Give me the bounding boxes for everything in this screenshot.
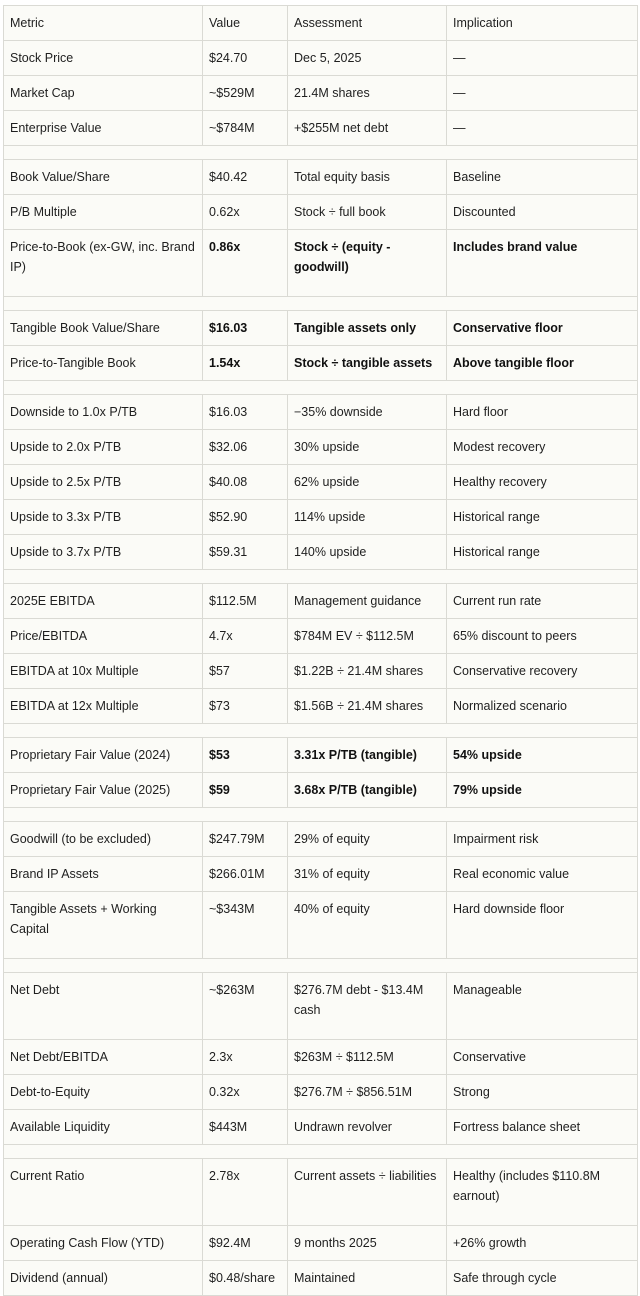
assessment-cell: Total equity basis — [288, 160, 447, 195]
spacer-row — [4, 297, 638, 311]
value-cell: $59 — [203, 773, 288, 808]
implication-cell: +26% growth — [447, 1226, 638, 1261]
metric-cell: Tangible Assets + Working Capital — [4, 892, 203, 959]
table-row — [4, 395, 638, 430]
assessment-cell: 21.4M shares — [288, 76, 447, 111]
metric-cell: Enterprise Value — [4, 111, 203, 146]
assessment-cell: $1.56B ÷ 21.4M shares — [288, 689, 447, 724]
assessment-cell: $276.7M debt - $13.4M cash — [288, 973, 447, 1040]
table-row — [4, 160, 638, 195]
implication-cell: Conservative floor — [447, 311, 638, 346]
assessment-cell: 30% upside — [288, 430, 447, 465]
value-cell: $0.48/share — [203, 1261, 288, 1296]
value-cell: ~$263M — [203, 973, 288, 1040]
spacer-row — [4, 724, 638, 738]
spacer-cell — [4, 570, 638, 584]
assessment-cell: Maintained — [288, 1261, 447, 1296]
metric-cell: Price-to-Tangible Book — [4, 346, 203, 381]
implication-cell: 79% upside — [447, 773, 638, 808]
implication-cell: Safe through cycle — [447, 1261, 638, 1296]
metric-cell: Available Liquidity — [4, 1110, 203, 1145]
implication-cell: Manageable — [447, 973, 638, 1040]
implication-cell: — — [447, 41, 638, 76]
value-cell: 0.32x — [203, 1075, 288, 1110]
implication-cell: — — [447, 76, 638, 111]
spacer-cell — [4, 808, 638, 822]
table-row — [4, 584, 638, 619]
value-cell: $247.79M — [203, 822, 288, 857]
table-header — [4, 6, 638, 41]
implication-cell: 65% discount to peers — [447, 619, 638, 654]
table-row — [4, 773, 638, 808]
value-cell: $16.03 — [203, 311, 288, 346]
metric-cell: Price/EBITDA — [4, 619, 203, 654]
assessment-cell: Tangible assets only — [288, 311, 447, 346]
spacer-row — [4, 381, 638, 395]
assessment-cell: 9 months 2025 — [288, 1226, 447, 1261]
metric-cell: Operating Cash Flow (YTD) — [4, 1226, 203, 1261]
table-row — [4, 689, 638, 724]
value-cell: 4.7x — [203, 619, 288, 654]
metric-cell: Brand IP Assets — [4, 857, 203, 892]
value-cell: ~$784M — [203, 111, 288, 146]
header-implication: Implication — [447, 6, 638, 41]
assessment-cell: +$255M net debt — [288, 111, 447, 146]
value-cell: 0.62x — [203, 195, 288, 230]
metric-cell: Stock Price — [4, 41, 203, 76]
spacer-row — [4, 570, 638, 584]
table-row — [4, 822, 638, 857]
implication-cell: Hard floor — [447, 395, 638, 430]
metric-cell: Book Value/Share — [4, 160, 203, 195]
value-cell: $443M — [203, 1110, 288, 1145]
assessment-cell: Management guidance — [288, 584, 447, 619]
implication-cell: Normalized scenario — [447, 689, 638, 724]
implication-cell: Modest recovery — [447, 430, 638, 465]
spacer-row — [4, 808, 638, 822]
implication-cell: Healthy (includes $110.8M earnout) — [447, 1159, 638, 1226]
assessment-cell: 114% upside — [288, 500, 447, 535]
metric-cell: P/B Multiple — [4, 195, 203, 230]
implication-cell: Baseline — [447, 160, 638, 195]
table-row — [4, 1075, 638, 1110]
metric-cell: Price-to-Book (ex-GW, inc. Brand IP) — [4, 230, 203, 297]
value-cell: $53 — [203, 738, 288, 773]
implication-cell: 54% upside — [447, 738, 638, 773]
table-row — [4, 654, 638, 689]
assessment-cell: 31% of equity — [288, 857, 447, 892]
assessment-cell: 3.68x P/TB (tangible) — [288, 773, 447, 808]
implication-cell: Conservative — [447, 1040, 638, 1075]
implication-cell: Real economic value — [447, 857, 638, 892]
metric-cell: Tangible Book Value/Share — [4, 311, 203, 346]
table-row — [4, 500, 638, 535]
table-row — [4, 1159, 638, 1226]
value-cell: 1.54x — [203, 346, 288, 381]
value-cell: $57 — [203, 654, 288, 689]
assessment-cell: 62% upside — [288, 465, 447, 500]
value-cell: $52.90 — [203, 500, 288, 535]
value-cell: ~$343M — [203, 892, 288, 959]
metric-cell: Current Ratio — [4, 1159, 203, 1226]
table-row — [4, 892, 638, 959]
value-cell: $112.5M — [203, 584, 288, 619]
implication-cell: Historical range — [447, 500, 638, 535]
value-cell: $73 — [203, 689, 288, 724]
implication-cell: Discounted — [447, 195, 638, 230]
spacer-cell — [4, 146, 638, 160]
implication-cell: Historical range — [447, 535, 638, 570]
table-row — [4, 619, 638, 654]
metric-cell: Upside to 3.7x P/TB — [4, 535, 203, 570]
assessment-cell: Undrawn revolver — [288, 1110, 447, 1145]
table-row — [4, 738, 638, 773]
table-row — [4, 430, 638, 465]
value-cell: $16.03 — [203, 395, 288, 430]
spacer-cell — [4, 724, 638, 738]
metric-cell: Net Debt — [4, 973, 203, 1040]
assessment-cell: 40% of equity — [288, 892, 447, 959]
assessment-cell: $276.7M ÷ $856.51M — [288, 1075, 447, 1110]
metric-cell: Goodwill (to be excluded) — [4, 822, 203, 857]
table-row — [4, 973, 638, 1040]
implication-cell: Healthy recovery — [447, 465, 638, 500]
header-value: Value — [203, 6, 288, 41]
implication-cell: Includes brand value — [447, 230, 638, 297]
metric-cell: Market Cap — [4, 76, 203, 111]
table-row — [4, 41, 638, 76]
assessment-cell: Stock ÷ tangible assets — [288, 346, 447, 381]
metric-cell: Upside to 2.0x P/TB — [4, 430, 203, 465]
value-cell: $40.08 — [203, 465, 288, 500]
table-row — [4, 1261, 638, 1296]
metric-cell: Debt-to-Equity — [4, 1075, 203, 1110]
table-row — [4, 857, 638, 892]
table-row — [4, 311, 638, 346]
metric-cell: 2025E EBITDA — [4, 584, 203, 619]
assessment-cell: $1.22B ÷ 21.4M shares — [288, 654, 447, 689]
value-cell: $40.42 — [203, 160, 288, 195]
table-body — [4, 41, 638, 1296]
value-cell: 2.78x — [203, 1159, 288, 1226]
implication-cell: Current run rate — [447, 584, 638, 619]
assessment-cell: 140% upside — [288, 535, 447, 570]
metric-cell: Upside to 2.5x P/TB — [4, 465, 203, 500]
header-assessment: Assessment — [288, 6, 447, 41]
implication-cell: Conservative recovery — [447, 654, 638, 689]
metric-cell: EBITDA at 12x Multiple — [4, 689, 203, 724]
header-metric: Metric — [4, 6, 203, 41]
spacer-cell — [4, 959, 638, 973]
assessment-cell: $263M ÷ $112.5M — [288, 1040, 447, 1075]
metric-cell: Proprietary Fair Value (2025) — [4, 773, 203, 808]
table-row — [4, 230, 638, 297]
assessment-cell: Dec 5, 2025 — [288, 41, 447, 76]
header-row — [4, 6, 638, 41]
spacer-row — [4, 1145, 638, 1159]
assessment-cell: Current assets ÷ liabilities — [288, 1159, 447, 1226]
table-row — [4, 1110, 638, 1145]
spacer-cell — [4, 381, 638, 395]
assessment-cell: −35% downside — [288, 395, 447, 430]
assessment-cell: $784M EV ÷ $112.5M — [288, 619, 447, 654]
value-cell: 2.3x — [203, 1040, 288, 1075]
metric-cell: Proprietary Fair Value (2024) — [4, 738, 203, 773]
implication-cell: Above tangible floor — [447, 346, 638, 381]
table-row — [4, 465, 638, 500]
assessment-cell: 3.31x P/TB (tangible) — [288, 738, 447, 773]
spacer-row — [4, 959, 638, 973]
value-cell: $59.31 — [203, 535, 288, 570]
metric-cell: Downside to 1.0x P/TB — [4, 395, 203, 430]
spacer-row — [4, 146, 638, 160]
metric-cell: Net Debt/EBITDA — [4, 1040, 203, 1075]
implication-cell: — — [447, 111, 638, 146]
assessment-cell: Stock ÷ full book — [288, 195, 447, 230]
value-cell: $24.70 — [203, 41, 288, 76]
value-cell: 0.86x — [203, 230, 288, 297]
assessment-cell: 29% of equity — [288, 822, 447, 857]
table-row — [4, 346, 638, 381]
value-cell: ~$529M — [203, 76, 288, 111]
table-row — [4, 1226, 638, 1261]
implication-cell: Impairment risk — [447, 822, 638, 857]
value-cell: $266.01M — [203, 857, 288, 892]
metric-cell: Upside to 3.3x P/TB — [4, 500, 203, 535]
value-cell: $92.4M — [203, 1226, 288, 1261]
valuation-table — [3, 5, 638, 1296]
valuation-table-container — [3, 5, 637, 1296]
table-row — [4, 111, 638, 146]
spacer-cell — [4, 297, 638, 311]
spacer-cell — [4, 1145, 638, 1159]
value-cell: $32.06 — [203, 430, 288, 465]
table-row — [4, 1040, 638, 1075]
table-row — [4, 535, 638, 570]
implication-cell: Strong — [447, 1075, 638, 1110]
metric-cell: EBITDA at 10x Multiple — [4, 654, 203, 689]
implication-cell: Fortress balance sheet — [447, 1110, 638, 1145]
metric-cell: Dividend (annual) — [4, 1261, 203, 1296]
implication-cell: Hard downside floor — [447, 892, 638, 959]
assessment-cell: Stock ÷ (equity - goodwill) — [288, 230, 447, 297]
table-row — [4, 76, 638, 111]
table-row — [4, 195, 638, 230]
